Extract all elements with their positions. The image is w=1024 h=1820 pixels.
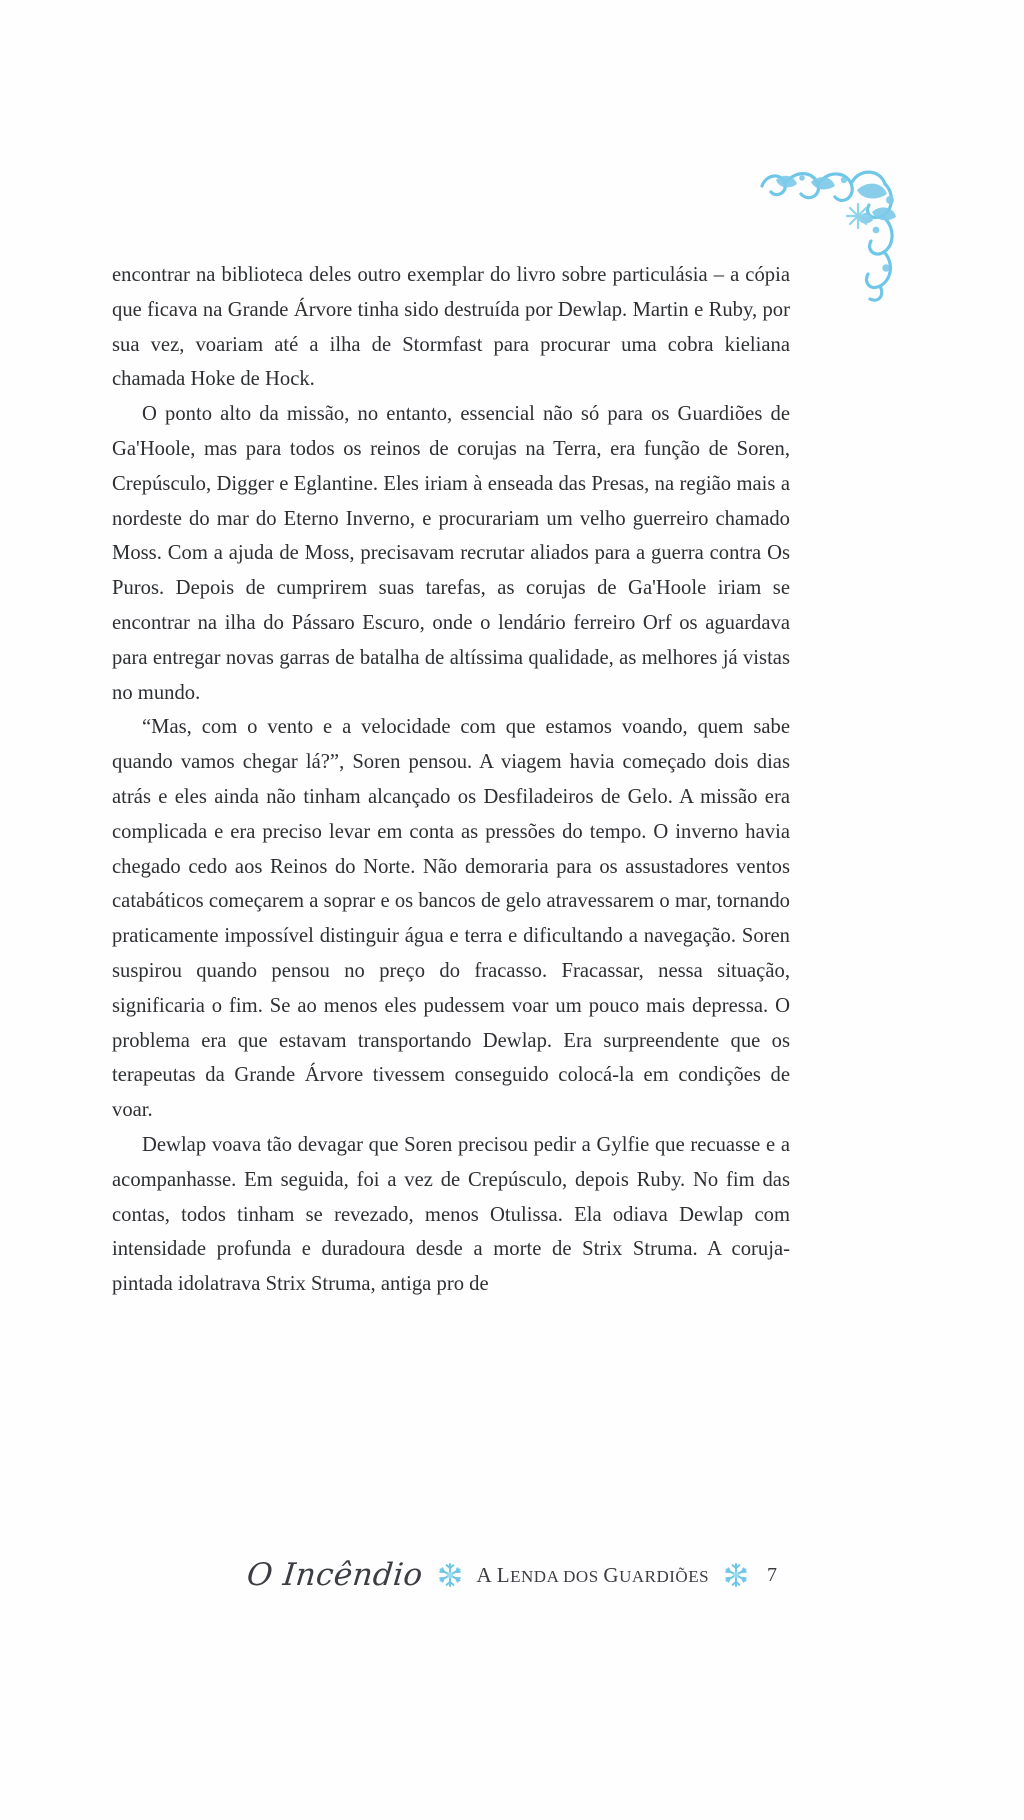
series-title-text: UARDIÕES [619,1566,710,1586]
paragraph: encontrar na biblioteca deles outro exemplar do livro sobre particulásia – a cópia que ficava na Grande Árvore tinha sido destruída por Dewlap. Martin e Ruby, por sua vez, voariam até a ilha de Stormfast para procurar uma cobra kieliana chamada Hoke de Hock. [112,264,790,391]
series-title-text: G [603,1562,620,1587]
page-text-body [112,258,790,1302]
series-title-text: ENDA DOS [510,1566,604,1586]
footer-book-title: O Incêndio [245,1556,425,1593]
snowflake-icon [435,1560,465,1590]
paragraph: Dewlap voava tão devagar que Soren precisou pedir a Gylfie que recuasse e a acompanhasse. Em seguida, foi a vez de Crepúsculo, depois Ruby. No fim das contas, todos tinham se revezado, menos Otulissa. Ela odiava Dewlap com intensidade profunda e duradoura desde a morte de Strix Struma. A coruja-pintada idolatrava Strix Struma, antiga pro de [112,1133,790,1296]
paragraph: O ponto alto da missão, no entanto, essencial não só para os Guardiões de Ga'Hoole, mas para todos os reinos de corujas na Terra, era função de Soren, Crepúsculo, Digger e Eglantine. Eles iriam à enseada das Presas, na região mais a nordeste do mar do Eterno Inverno, e procurariam um velho guerreiro chamado Moss. Com a ajuda de Moss, precisavam recrutar aliados para a guerra contra Os Puros. Depois de cumprirem suas tarefas, as corujas de Ga'Hoole iriam se encontrar na ilha do Pássaro Escuro, onde o lendário ferreiro Orf os aguardava para entregar novas garras de batalha de altíssima qualidade, as melhores já vistas no mundo. [112,403,790,704]
footer-series-title [476,1562,710,1587]
page-number: 7 [767,1564,778,1586]
paragraph: “Mas, com o vento e a velocidade com que estamos voando, quem sabe quando vamos chegar lá?”, Soren pensou. A viagem havia começado dois dias atrás e eles ainda não tinham alcançado os Desfiladeiros de Gelo. A missão era complicada e era preciso levar em conta as pressões do tempo. O inverno havia chegado cedo aos Reinos do Norte. Não demoraria para os assustadores ventos catabáticos começarem a soprar e os bancos de gelo atravessarem o mar, tornando praticamente impossível distinguir água e terra e dificultando a navegação. Soren suspirou quando pensou no preço do fracasso. Fracassar, nessa situação, significaria o fim. Se ao menos eles pudessem voar um pouco mais depressa. O problema era que estavam transportando Dewlap. Era surpreendente que os terapeutas da Grande Árvore tivessem conseguido colocá-la em condições de voar. [112,716,790,1122]
series-title-text: A L [476,1562,511,1587]
page-footer [0,1545,1024,1605]
snowflake-icon [721,1560,751,1590]
